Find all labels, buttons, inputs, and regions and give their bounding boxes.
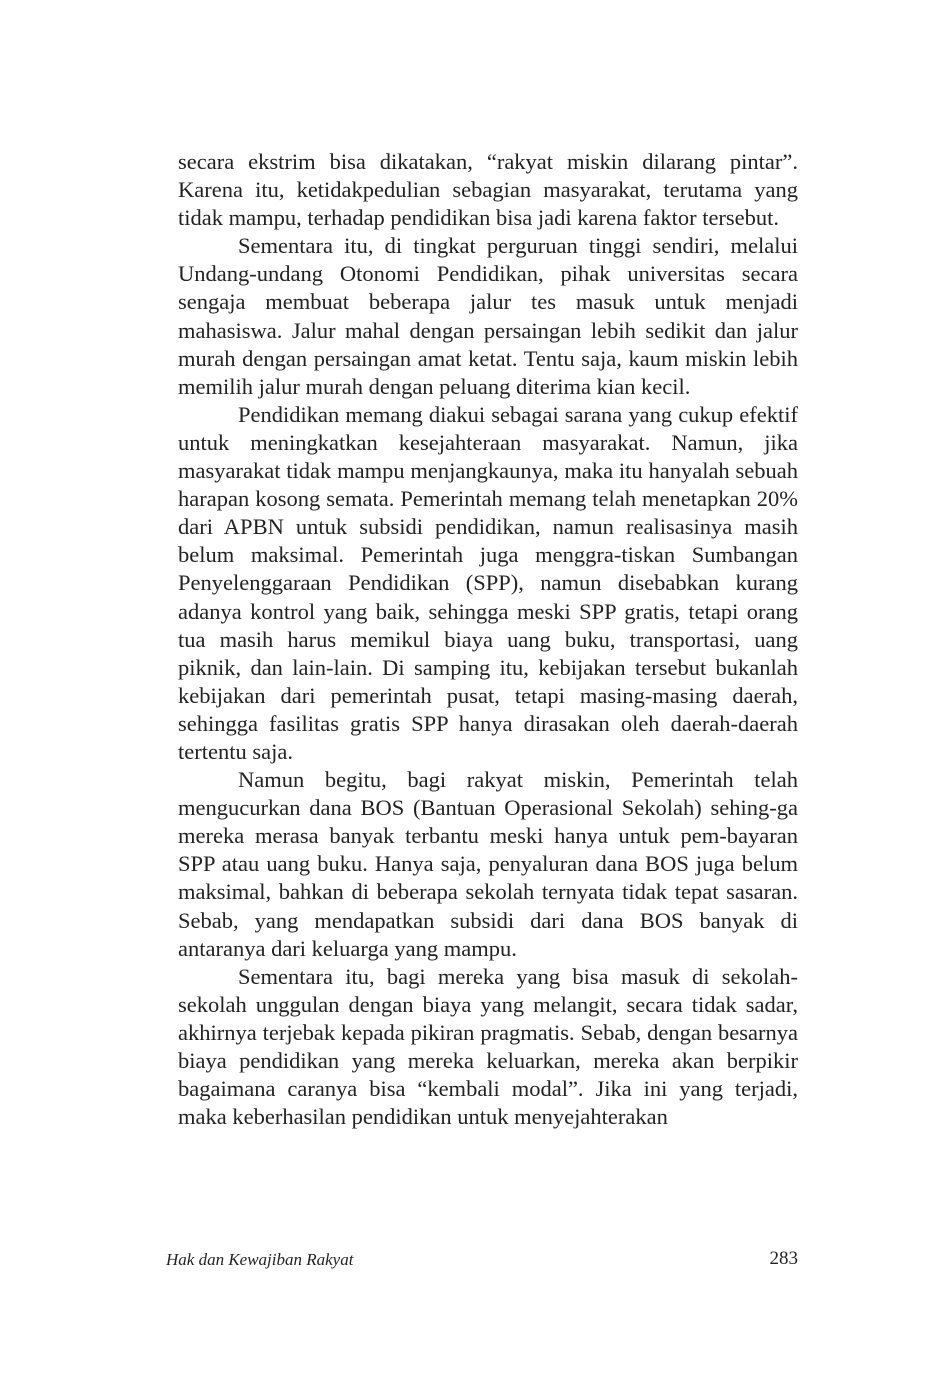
paragraph-university-admission: Sementara itu, di tingkat perguruan tinggi sendiri, melalui Undang-undang Otonomi Pendidikan, pihak universitas secara sengaja membuat beberapa jalur tes masuk untuk menjadi mahasiswa. Jalur mahal dengan persaingan lebih sedikit dan jalur murah dengan persaingan amat ketat. Tentu saja, kaum miskin lebih memilih jalur murah dengan peluang diterima kian kecil.: [178, 233, 798, 399]
page-number: 283: [769, 1248, 798, 1269]
body-text: [178, 148, 798, 1131]
paragraph-continuation: secara ekstrim bisa dikatakan, “rakyat miskin dilarang pintar”. Karena itu, ketidakpedulian sebagian masyarakat, terutama yang tidak mampu, terhadap pendidikan bisa jadi karena faktor tersebut.: [178, 149, 798, 231]
paragraph-education-welfare: Pendidikan memang diakui sebagai sarana yang cukup efektif untuk meningkatkan kesejahteraan masyarakat. Namun, jika masyarakat tidak mampu menjangkaunya, maka itu hanyalah sebuah harapan kosong semata. Pemerintah memang telah menetapkan 20% dari APBN untuk subsidi pendidikan, namun realisasinya masih belum maksimal. Pemerintah juga menggra-tiskan Sumbangan Penyelenggaraan Pendidikan (SPP), namun disebabkan kurang adanya kontrol yang baik, sehingga meski SPP gratis, tetapi orang tua masih harus memikul biaya uang buku, transportasi, uang piknik, dan lain-lain. Di samping itu, kebijakan tersebut bukanlah kebijakan dari pemerintah pusat, tetapi masing-masing daerah, sehingga fasilitas gratis SPP hanya dirasakan oleh daerah-daerah tertentu saja.: [178, 401, 798, 764]
running-footer-title: Hak dan Kewajiban Rakyat: [166, 1250, 354, 1269]
paragraph-elite-schools: Sementara itu, bagi mereka yang bisa masuk di sekolah-sekolah unggulan dengan biaya yang melangit, secara tidak sadar, akhirnya terjebak kepada pikiran pragmatis. Sebab, dengan besarnya biaya pendidikan yang mereka keluarkan, mereka akan berpikir bagaimana caranya bisa “kembali modal”. Jika ini yang terjadi, maka keberhasilan pendidikan untuk menyejahterakan: [178, 963, 798, 1130]
paragraph-bos-funds: Namun begitu, bagi rakyat miskin, Pemerintah telah mengucurkan dana BOS (Bantuan Operasional Sekolah) sehing-ga mereka merasa banyak terbantu meski hanya untuk pem-bayaran SPP atau uang buku. Hanya saja, penyaluran dana BOS juga belum maksimal, bahkan di beberapa sekolah ternyata tidak tepat sasaran. Sebab, yang mendapatkan subsidi dari dana BOS banyak di antaranya dari keluarga yang mampu.: [178, 767, 798, 961]
